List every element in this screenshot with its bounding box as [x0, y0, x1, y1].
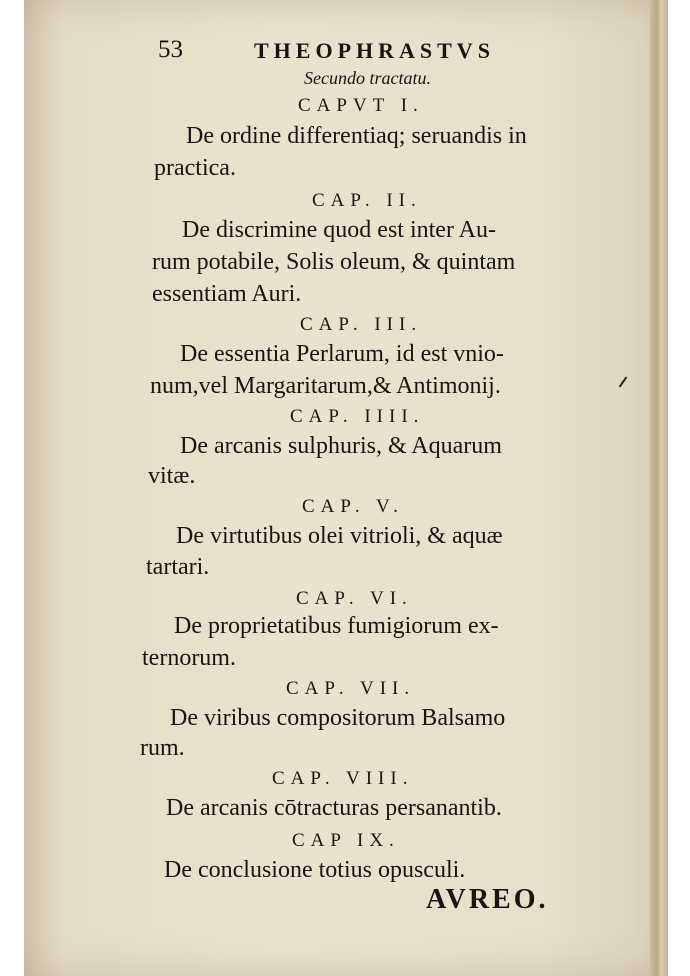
chapter-heading: CAP. VI. — [296, 588, 413, 609]
chapter-heading: CAP. V. — [302, 496, 405, 517]
chapter-heading: CAPVT I. — [298, 95, 424, 116]
chapter-title-line: practica. — [154, 155, 236, 181]
chapter-title-line: De essentia Perlarum, id est vnio- — [180, 341, 504, 367]
chapter-title-line: De discrimine quod est inter Au- — [182, 217, 496, 243]
chapter-title-line: tartari. — [146, 554, 210, 580]
chapter-title-line: num,vel Margaritarum,& Antimonij. — [150, 373, 501, 399]
subheading: Secundo tractatu. — [304, 68, 431, 88]
page-edge — [650, 0, 668, 976]
chapter-title-line: essentiam Auri. — [152, 281, 302, 307]
chapter-title-line: De arcanis cōtracturas persanantib. — [166, 795, 502, 821]
chapter-heading: CAP. III. — [300, 314, 423, 335]
running-title: THEOPHRASTVS — [254, 38, 495, 63]
chapter-title-line: De conclusione totius opusculi. — [164, 857, 466, 883]
chapter-heading: CAP. IIII. — [290, 406, 425, 427]
chapter-title-line: De arcanis sulphuris, & Aquarum — [180, 433, 502, 459]
chapter-title-line: De ordine differentiaq; seruandis in — [186, 123, 527, 149]
chapter-title-line: ternorum. — [142, 645, 236, 671]
chapter-title-line: De virtutibus olei vitrioli, & aquæ — [176, 523, 503, 549]
chapter-title-line: rum potabile, Solis oleum, & quintam — [152, 249, 516, 275]
chapter-title-line: vitæ. — [148, 463, 196, 489]
chapter-heading: CAP IX. — [292, 830, 400, 851]
chapter-title-line: De viribus compositorum Balsamo — [170, 705, 506, 731]
catchword: AVREO. — [426, 884, 549, 915]
chapter-title-line: De proprietatibus fumigiorum ex- — [174, 613, 499, 639]
chapter-heading: CAP. II. — [312, 190, 422, 211]
chapter-heading: CAP. VII. — [286, 678, 416, 699]
page-number: 53 — [158, 36, 183, 63]
chapter-heading: CAP. VIII. — [272, 768, 414, 789]
chapter-title-line: rum. — [140, 735, 185, 761]
